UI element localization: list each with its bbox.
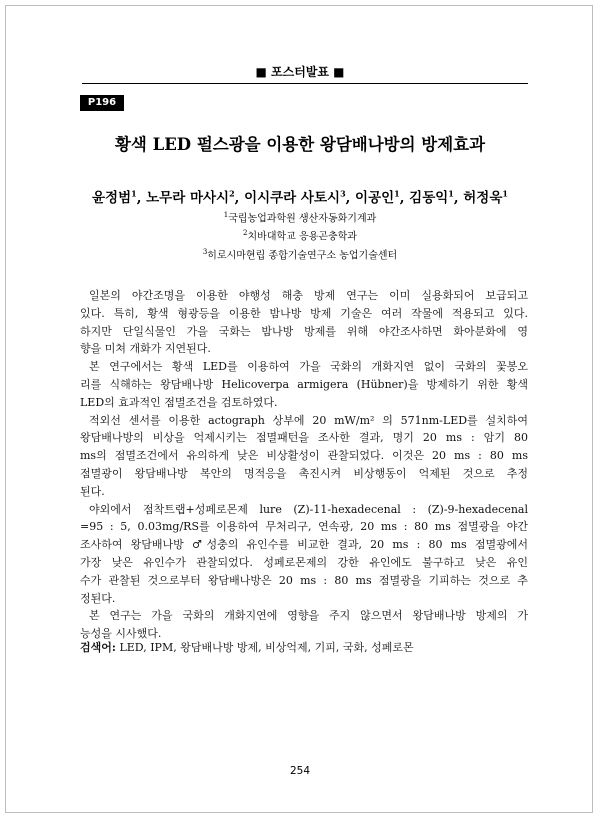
author-name: 노무라 마사시 (146, 190, 230, 206)
keywords (80, 639, 528, 655)
author-list: 윤정범$^1$, 노무라 마사시$^2$, 이시쿠라 사토시$^3$, 이공인$^1$, 김동익$^1$, 허정욱$^1$ (92, 188, 508, 206)
author-name: 김동익 (409, 190, 449, 206)
paper-title: 황색 LED 펄스광을 이용한 왕담배나방의 방제효과 (114, 135, 486, 154)
header-rule (82, 83, 528, 84)
abstract-line: 본 연구는 가을 국화의 개화지연에 영향을 주지 않으면서 왕담배나방 방제의 가 (89, 609, 528, 623)
poster-code-badge: P196 (80, 95, 124, 111)
author-name: 이공인 (355, 190, 395, 206)
abstract-line: 점멸광이 왕담배나방 복안의 명적응을 촉진시켜 비상행동이 억제된 것으로 추정 (80, 466, 528, 480)
keywords-label: 검색어: (80, 641, 116, 654)
affiliation: $^3$히로시마현립 종합기술연구소 농업기술센터 (202, 247, 398, 261)
abstract-line: ms의 점멸조건에서 유의하게 낮은 비상활성이 관찰되었다. 이것은 20 ms : 80 ms (80, 449, 528, 463)
page-number: 254 (289, 765, 311, 777)
author-affiliation-mark: 1 (448, 188, 454, 199)
abstract-line: 본 연구에서는 황색 LED를 이용하여 가을 국화의 개화지연 없이 국화의 꽃봉오 (89, 360, 528, 374)
abstract-line: 리를 식해하는 왕담배나방 Helicoverpa armigera (Hübner)을 방제하기 위한 황색 (80, 377, 528, 391)
abstract-line: 정된다. (80, 591, 116, 605)
author-affiliation-mark: 1 (394, 188, 400, 199)
author-affiliation-mark: 1 (502, 188, 508, 199)
section-header: ■ 포스터발표 ■ (255, 65, 345, 79)
keywords-text: LED, IPM, 왕담배나방 방제, 비상억제, 기피, 국화, 성페로몬 (115, 641, 414, 654)
abstract-line: 된다. (80, 484, 105, 498)
abstract-line: 있다. 특히, 황색 형광등을 이용한 밤나방 방제 기술은 여러 작물에 적용되고 있다. (80, 306, 528, 320)
abstract-line: 일본의 야간조명을 이용한 야행성 해충 방제 연구는 이미 실용화되어 보급되고 (89, 289, 528, 302)
abstract-line: LED의 효과적인 점멸조건을 검토하였다. (80, 395, 278, 409)
abstract-line: 향을 미쳐 개화가 지연된다. (80, 342, 211, 356)
abstract-line: 조사하여 왕담배나방 ♂성충의 유인수를 비교한 결과, 20 ms : 80 ms 점멸광에서 (80, 538, 528, 552)
author-affiliation-mark: 3 (340, 188, 346, 199)
abstract-body (80, 287, 528, 643)
abstract-line: 가장 낮은 유인수가 관찰되었다. 성페로몬제의 강한 유인에도 불구하고 낮은 유인 (80, 555, 528, 569)
abstract-line: 하지만 단일식물인 가을 국화는 밤나방 방제를 위해 야간조사하면 화아분화에 영 (80, 324, 528, 338)
abstract-line: 적외선 센서를 이용한 actograph 상부에 20 mW/m² 의 571nm-LED를 설치하여 (89, 413, 528, 427)
affiliation: $^2$치바대학교 응용곤충학과 (243, 229, 357, 243)
abstract-line: 수가 관찰된 것으로부터 왕담배나방은 20 ms : 80 ms 점멸광을 기피하는 것으로 추 (80, 573, 528, 587)
abstract-line: 야외에서 점착트랩+성페로몬제 lure (Z)-11-hexadecenal : (Z)-9-hexadecenal (89, 502, 528, 516)
abstract-line: 왕담배나방의 비상을 억제시키는 점멸패턴을 조사한 결과, 명기 20 ms : 암기 80 (80, 431, 528, 445)
author-name: 이시쿠라 사토시 (244, 190, 341, 206)
author-name: 허정욱 (463, 190, 503, 206)
affiliation: $^1$국립농업과학원 생산자동화기계과 (223, 211, 377, 225)
affiliation-list (0, 208, 600, 263)
author-name: 윤정범 (92, 190, 132, 206)
abstract-line: =95 : 5, 0.03mg/RS를 이용하여 무처리구, 연속광, 20 ms : 80 ms 점멸광을 야간 (80, 520, 528, 534)
author-affiliation-mark: 1 (131, 188, 137, 199)
author-affiliation-mark: 2 (229, 188, 235, 199)
abstract-line: 능성을 시사했다. (80, 627, 162, 641)
